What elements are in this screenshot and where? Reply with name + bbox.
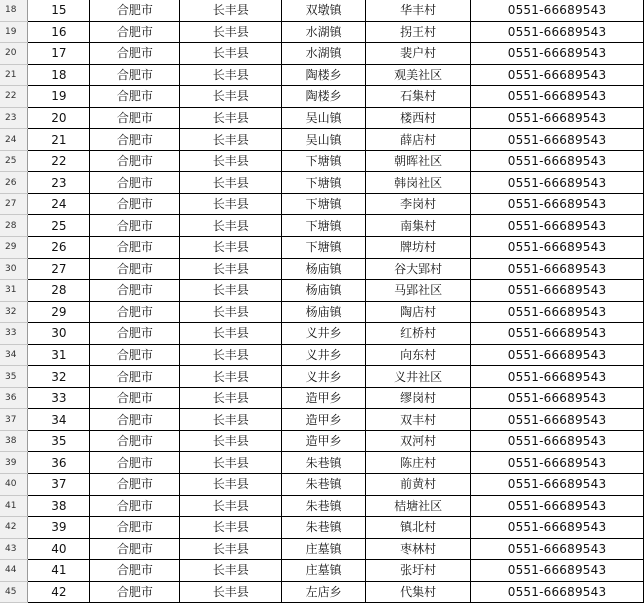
county-cell: 长丰县 bbox=[180, 452, 282, 474]
town-cell: 陶楼乡 bbox=[282, 64, 366, 86]
table-row bbox=[0, 452, 644, 474]
village-cell: 枣林村 bbox=[366, 538, 471, 560]
village-cell: 陈庄村 bbox=[366, 452, 471, 474]
table-row bbox=[0, 495, 644, 517]
table-row bbox=[0, 409, 644, 431]
county-cell: 长丰县 bbox=[180, 323, 282, 345]
county-cell: 长丰县 bbox=[180, 172, 282, 194]
serial-number-cell: 19 bbox=[28, 86, 90, 108]
serial-number-cell: 41 bbox=[28, 560, 90, 582]
phone-cell: 0551-66689543 bbox=[471, 172, 644, 194]
city-cell: 合肥市 bbox=[90, 474, 180, 496]
phone-cell: 0551-66689543 bbox=[471, 215, 644, 237]
phone-cell: 0551-66689543 bbox=[471, 280, 644, 302]
town-cell: 朱巷镇 bbox=[282, 495, 366, 517]
county-cell: 长丰县 bbox=[180, 107, 282, 129]
table-row bbox=[0, 43, 644, 65]
row-number[interactable]: 30 bbox=[0, 258, 28, 280]
serial-number-cell: 34 bbox=[28, 409, 90, 431]
serial-number-cell: 23 bbox=[28, 172, 90, 194]
county-cell: 长丰县 bbox=[180, 474, 282, 496]
town-cell: 下塘镇 bbox=[282, 172, 366, 194]
serial-number-cell: 29 bbox=[28, 301, 90, 323]
county-cell: 长丰县 bbox=[180, 150, 282, 172]
row-number[interactable]: 27 bbox=[0, 193, 28, 215]
village-cell: 桔塘社区 bbox=[366, 495, 471, 517]
phone-cell: 0551-66689543 bbox=[471, 86, 644, 108]
serial-number-cell: 26 bbox=[28, 237, 90, 259]
serial-number-cell: 30 bbox=[28, 323, 90, 345]
town-cell: 造甲乡 bbox=[282, 387, 366, 409]
row-number[interactable]: 20 bbox=[0, 43, 28, 65]
phone-cell: 0551-66689543 bbox=[471, 581, 644, 603]
county-cell: 长丰县 bbox=[180, 86, 282, 108]
village-cell: 拐王村 bbox=[366, 21, 471, 43]
town-cell: 双墩镇 bbox=[282, 0, 366, 21]
city-cell: 合肥市 bbox=[90, 560, 180, 582]
city-cell: 合肥市 bbox=[90, 150, 180, 172]
phone-cell: 0551-66689543 bbox=[471, 474, 644, 496]
phone-cell: 0551-66689543 bbox=[471, 495, 644, 517]
county-cell: 长丰县 bbox=[180, 344, 282, 366]
serial-number-cell: 16 bbox=[28, 21, 90, 43]
village-cell: 向东村 bbox=[366, 344, 471, 366]
county-cell: 长丰县 bbox=[180, 43, 282, 65]
row-number[interactable]: 41 bbox=[0, 495, 28, 517]
serial-number-cell: 39 bbox=[28, 517, 90, 539]
serial-number-cell: 33 bbox=[28, 387, 90, 409]
city-cell: 合肥市 bbox=[90, 430, 180, 452]
village-cell: 镇北村 bbox=[366, 517, 471, 539]
phone-cell: 0551-66689543 bbox=[471, 150, 644, 172]
county-cell: 长丰县 bbox=[180, 129, 282, 151]
city-cell: 合肥市 bbox=[90, 0, 180, 21]
town-cell: 朱巷镇 bbox=[282, 474, 366, 496]
phone-cell: 0551-66689543 bbox=[471, 452, 644, 474]
phone-cell: 0551-66689543 bbox=[471, 344, 644, 366]
serial-number-cell: 25 bbox=[28, 215, 90, 237]
village-cell: 马郢社区 bbox=[366, 280, 471, 302]
city-cell: 合肥市 bbox=[90, 366, 180, 388]
table-row bbox=[0, 323, 644, 345]
row-number[interactable]: 33 bbox=[0, 323, 28, 345]
city-cell: 合肥市 bbox=[90, 215, 180, 237]
town-cell: 水湖镇 bbox=[282, 43, 366, 65]
town-cell: 杨庙镇 bbox=[282, 301, 366, 323]
serial-number-cell: 32 bbox=[28, 366, 90, 388]
county-cell: 长丰县 bbox=[180, 237, 282, 259]
village-cell: 华丰村 bbox=[366, 0, 471, 21]
row-number[interactable]: 28 bbox=[0, 215, 28, 237]
city-cell: 合肥市 bbox=[90, 581, 180, 603]
table-row bbox=[0, 193, 644, 215]
row-number[interactable]: 32 bbox=[0, 301, 28, 323]
county-cell: 长丰县 bbox=[180, 430, 282, 452]
phone-cell: 0551-66689543 bbox=[471, 301, 644, 323]
county-cell: 长丰县 bbox=[180, 301, 282, 323]
village-cell: 缪岗村 bbox=[366, 387, 471, 409]
town-cell: 吴山镇 bbox=[282, 129, 366, 151]
city-cell: 合肥市 bbox=[90, 172, 180, 194]
row-number[interactable]: 39 bbox=[0, 452, 28, 474]
serial-number-cell: 17 bbox=[28, 43, 90, 65]
city-cell: 合肥市 bbox=[90, 301, 180, 323]
row-number[interactable]: 42 bbox=[0, 517, 28, 539]
row-number[interactable]: 22 bbox=[0, 86, 28, 108]
city-cell: 合肥市 bbox=[90, 64, 180, 86]
phone-cell: 0551-66689543 bbox=[471, 237, 644, 259]
serial-number-cell: 21 bbox=[28, 129, 90, 151]
village-cell: 薛店村 bbox=[366, 129, 471, 151]
county-cell: 长丰县 bbox=[180, 560, 282, 582]
county-cell: 长丰县 bbox=[180, 517, 282, 539]
county-cell: 长丰县 bbox=[180, 21, 282, 43]
table-row bbox=[0, 430, 644, 452]
county-cell: 长丰县 bbox=[180, 387, 282, 409]
phone-cell: 0551-66689543 bbox=[471, 21, 644, 43]
town-cell: 陶楼乡 bbox=[282, 86, 366, 108]
row-number[interactable]: 37 bbox=[0, 409, 28, 431]
city-cell: 合肥市 bbox=[90, 107, 180, 129]
table-row bbox=[0, 129, 644, 151]
town-cell: 庄墓镇 bbox=[282, 538, 366, 560]
row-number[interactable]: 29 bbox=[0, 237, 28, 259]
table-row bbox=[0, 387, 644, 409]
serial-number-cell: 27 bbox=[28, 258, 90, 280]
county-cell: 长丰县 bbox=[180, 215, 282, 237]
town-cell: 水湖镇 bbox=[282, 21, 366, 43]
village-cell: 义井社区 bbox=[366, 366, 471, 388]
town-cell: 吴山镇 bbox=[282, 107, 366, 129]
row-number[interactable]: 23 bbox=[0, 107, 28, 129]
village-cell: 前黄村 bbox=[366, 474, 471, 496]
table-row bbox=[0, 21, 644, 43]
table-row bbox=[0, 215, 644, 237]
city-cell: 合肥市 bbox=[90, 495, 180, 517]
row-number[interactable]: 45 bbox=[0, 581, 28, 603]
town-cell: 义井乡 bbox=[282, 344, 366, 366]
village-cell: 双河村 bbox=[366, 430, 471, 452]
county-cell: 长丰县 bbox=[180, 538, 282, 560]
serial-number-cell: 36 bbox=[28, 452, 90, 474]
serial-number-cell: 35 bbox=[28, 430, 90, 452]
row-number[interactable]: 31 bbox=[0, 280, 28, 302]
city-cell: 合肥市 bbox=[90, 280, 180, 302]
town-cell: 下塘镇 bbox=[282, 193, 366, 215]
table-row bbox=[0, 344, 644, 366]
serial-number-cell: 20 bbox=[28, 107, 90, 129]
row-number[interactable]: 44 bbox=[0, 560, 28, 582]
village-cell: 张圩村 bbox=[366, 560, 471, 582]
city-cell: 合肥市 bbox=[90, 344, 180, 366]
city-cell: 合肥市 bbox=[90, 86, 180, 108]
table-row bbox=[0, 538, 644, 560]
city-cell: 合肥市 bbox=[90, 409, 180, 431]
town-cell: 义井乡 bbox=[282, 323, 366, 345]
city-cell: 合肥市 bbox=[90, 43, 180, 65]
table-row bbox=[0, 258, 644, 280]
city-cell: 合肥市 bbox=[90, 258, 180, 280]
serial-number-cell: 18 bbox=[28, 64, 90, 86]
table-row bbox=[0, 581, 644, 603]
county-cell: 长丰县 bbox=[180, 581, 282, 603]
village-cell: 谷大郢村 bbox=[366, 258, 471, 280]
town-cell: 庄墓镇 bbox=[282, 560, 366, 582]
city-cell: 合肥市 bbox=[90, 517, 180, 539]
row-number[interactable]: 19 bbox=[0, 21, 28, 43]
town-cell: 下塘镇 bbox=[282, 150, 366, 172]
town-cell: 左店乡 bbox=[282, 581, 366, 603]
table-row bbox=[0, 150, 644, 172]
table-row bbox=[0, 517, 644, 539]
phone-cell: 0551-66689543 bbox=[471, 0, 644, 21]
serial-number-cell: 42 bbox=[28, 581, 90, 603]
row-number[interactable]: 35 bbox=[0, 366, 28, 388]
table-row bbox=[0, 172, 644, 194]
village-cell: 南集村 bbox=[366, 215, 471, 237]
phone-cell: 0551-66689543 bbox=[471, 129, 644, 151]
village-cell: 代集村 bbox=[366, 581, 471, 603]
village-cell: 裴户村 bbox=[366, 43, 471, 65]
serial-number-cell: 38 bbox=[28, 495, 90, 517]
table-row bbox=[0, 64, 644, 86]
city-cell: 合肥市 bbox=[90, 323, 180, 345]
town-cell: 下塘镇 bbox=[282, 215, 366, 237]
city-cell: 合肥市 bbox=[90, 193, 180, 215]
phone-cell: 0551-66689543 bbox=[471, 538, 644, 560]
county-cell: 长丰县 bbox=[180, 409, 282, 431]
phone-cell: 0551-66689543 bbox=[471, 560, 644, 582]
village-cell: 观美社区 bbox=[366, 64, 471, 86]
village-cell: 红桥村 bbox=[366, 323, 471, 345]
table-row bbox=[0, 86, 644, 108]
county-cell: 长丰县 bbox=[180, 0, 282, 21]
table-row bbox=[0, 0, 644, 21]
phone-cell: 0551-66689543 bbox=[471, 64, 644, 86]
city-cell: 合肥市 bbox=[90, 452, 180, 474]
serial-number-cell: 37 bbox=[28, 474, 90, 496]
village-cell: 陶店村 bbox=[366, 301, 471, 323]
table-row bbox=[0, 366, 644, 388]
town-cell: 杨庙镇 bbox=[282, 280, 366, 302]
town-cell: 杨庙镇 bbox=[282, 258, 366, 280]
row-number[interactable]: 34 bbox=[0, 344, 28, 366]
city-cell: 合肥市 bbox=[90, 21, 180, 43]
table-row bbox=[0, 237, 644, 259]
table-row bbox=[0, 560, 644, 582]
table-row bbox=[0, 474, 644, 496]
serial-number-cell: 24 bbox=[28, 193, 90, 215]
phone-cell: 0551-66689543 bbox=[471, 258, 644, 280]
county-cell: 长丰县 bbox=[180, 193, 282, 215]
table-row bbox=[0, 280, 644, 302]
row-number[interactable]: 38 bbox=[0, 430, 28, 452]
phone-cell: 0551-66689543 bbox=[471, 366, 644, 388]
town-cell: 朱巷镇 bbox=[282, 452, 366, 474]
phone-cell: 0551-66689543 bbox=[471, 430, 644, 452]
county-cell: 长丰县 bbox=[180, 280, 282, 302]
serial-number-cell: 40 bbox=[28, 538, 90, 560]
town-cell: 朱巷镇 bbox=[282, 517, 366, 539]
serial-number-cell: 31 bbox=[28, 344, 90, 366]
city-cell: 合肥市 bbox=[90, 387, 180, 409]
phone-cell: 0551-66689543 bbox=[471, 517, 644, 539]
row-number[interactable]: 21 bbox=[0, 64, 28, 86]
village-cell: 双丰村 bbox=[366, 409, 471, 431]
serial-number-cell: 15 bbox=[28, 0, 90, 21]
row-number[interactable]: 26 bbox=[0, 172, 28, 194]
village-cell: 韩岗社区 bbox=[366, 172, 471, 194]
phone-cell: 0551-66689543 bbox=[471, 409, 644, 431]
county-cell: 长丰县 bbox=[180, 258, 282, 280]
village-cell: 楼西村 bbox=[366, 107, 471, 129]
row-number[interactable]: 24 bbox=[0, 129, 28, 151]
phone-cell: 0551-66689543 bbox=[471, 387, 644, 409]
city-cell: 合肥市 bbox=[90, 237, 180, 259]
town-cell: 造甲乡 bbox=[282, 409, 366, 431]
serial-number-cell: 22 bbox=[28, 150, 90, 172]
city-cell: 合肥市 bbox=[90, 538, 180, 560]
county-cell: 长丰县 bbox=[180, 495, 282, 517]
row-number[interactable]: 40 bbox=[0, 474, 28, 496]
village-cell: 石集村 bbox=[366, 86, 471, 108]
town-cell: 下塘镇 bbox=[282, 237, 366, 259]
town-cell: 造甲乡 bbox=[282, 430, 366, 452]
row-number[interactable]: 43 bbox=[0, 538, 28, 560]
row-number[interactable]: 25 bbox=[0, 150, 28, 172]
row-number[interactable]: 36 bbox=[0, 387, 28, 409]
phone-cell: 0551-66689543 bbox=[471, 107, 644, 129]
serial-number-cell: 28 bbox=[28, 280, 90, 302]
village-cell: 朝晖社区 bbox=[366, 150, 471, 172]
village-cell: 牌坊村 bbox=[366, 237, 471, 259]
village-cell: 李岗村 bbox=[366, 193, 471, 215]
city-cell: 合肥市 bbox=[90, 129, 180, 151]
phone-cell: 0551-66689543 bbox=[471, 193, 644, 215]
row-number[interactable]: 18 bbox=[0, 0, 28, 21]
phone-cell: 0551-66689543 bbox=[471, 323, 644, 345]
table-row bbox=[0, 301, 644, 323]
table-row bbox=[0, 107, 644, 129]
phone-cell: 0551-66689543 bbox=[471, 43, 644, 65]
town-cell: 义井乡 bbox=[282, 366, 366, 388]
county-cell: 长丰县 bbox=[180, 64, 282, 86]
county-cell: 长丰县 bbox=[180, 366, 282, 388]
